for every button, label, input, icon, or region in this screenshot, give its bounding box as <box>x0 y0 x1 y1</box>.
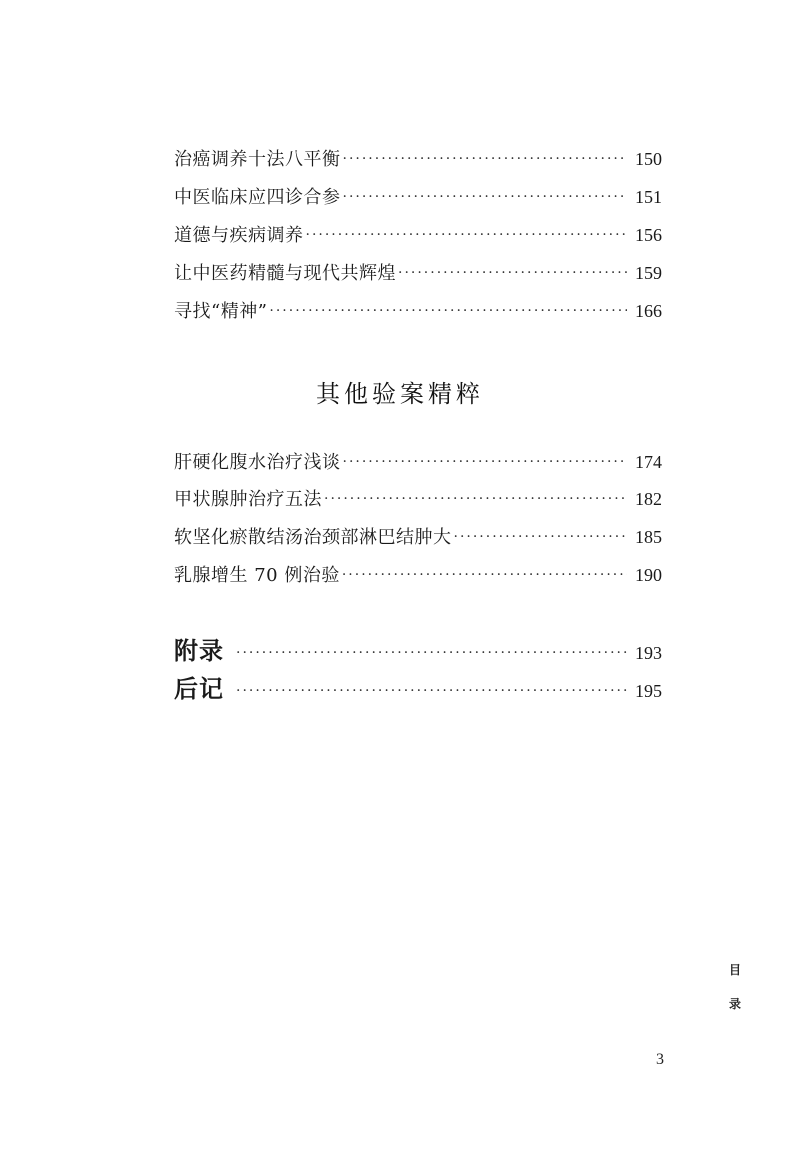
toc-entry-page: 182 <box>635 489 662 509</box>
toc-entry[interactable] <box>174 223 662 249</box>
toc-entry[interactable] <box>174 299 662 325</box>
page-number: 3 <box>656 1051 664 1068</box>
toc-entry-page: 166 <box>635 301 662 321</box>
toc-entry-title: 甲状腺肿治疗五法 <box>174 489 322 510</box>
dot-leader <box>343 147 628 171</box>
toc-entry-page: 195 <box>635 681 662 701</box>
toc-entry[interactable] <box>174 563 662 589</box>
dot-leader <box>342 563 627 587</box>
side-tab-char: 录 <box>728 997 741 1011</box>
toc-entry-appendix[interactable] <box>174 639 662 667</box>
toc-entry-title: 软坚化瘀散结汤治颈部淋巴结肿大 <box>174 527 452 548</box>
toc-entry-title: 让中医药精髓与现代共辉煌 <box>174 263 396 284</box>
toc-entry[interactable] <box>174 185 662 211</box>
toc-entry-title: 治癌调养十法八平衡 <box>174 149 341 170</box>
section-heading: 其他验案精粹 <box>316 380 484 408</box>
toc-entry-page: 151 <box>635 187 662 207</box>
toc-entry-afterword[interactable] <box>174 677 662 705</box>
toc-entry-title: 乳腺增生 70 例治验 <box>174 565 340 586</box>
toc-entry-title: 寻找“精神” <box>174 301 268 322</box>
toc-entry-page: 193 <box>635 643 662 663</box>
dot-leader <box>454 525 628 549</box>
toc-entry[interactable] <box>174 261 662 287</box>
dot-leader <box>343 185 628 209</box>
toc-entry-title: 中医临床应四诊合参 <box>174 187 341 208</box>
toc-entry-title: 后记 <box>174 675 224 703</box>
side-tab-char: 目 <box>728 963 741 977</box>
toc-entry-title: 附录 <box>174 637 224 665</box>
dot-leader <box>269 299 627 323</box>
toc-entry[interactable] <box>174 487 662 513</box>
toc-entry[interactable] <box>174 525 662 551</box>
toc-entry-page: 156 <box>635 225 662 245</box>
toc-entry-page: 190 <box>635 565 662 585</box>
dot-leader <box>398 261 627 285</box>
toc-entry-page: 185 <box>635 527 662 547</box>
dot-leader <box>343 450 628 474</box>
toc-entry-title: 肝硬化腹水治疗浅谈 <box>174 452 341 473</box>
dot-leader <box>236 641 627 665</box>
toc-entry-page: 174 <box>635 452 662 472</box>
toc-entry[interactable] <box>174 147 662 173</box>
toc-entry-page: 150 <box>635 149 662 169</box>
dot-leader <box>236 679 627 703</box>
toc-entry[interactable] <box>174 450 662 476</box>
dot-leader <box>324 487 627 511</box>
dot-leader <box>306 223 628 247</box>
toc-entry-title: 道德与疾病调养 <box>174 225 304 246</box>
toc-entry-page: 159 <box>635 263 662 283</box>
